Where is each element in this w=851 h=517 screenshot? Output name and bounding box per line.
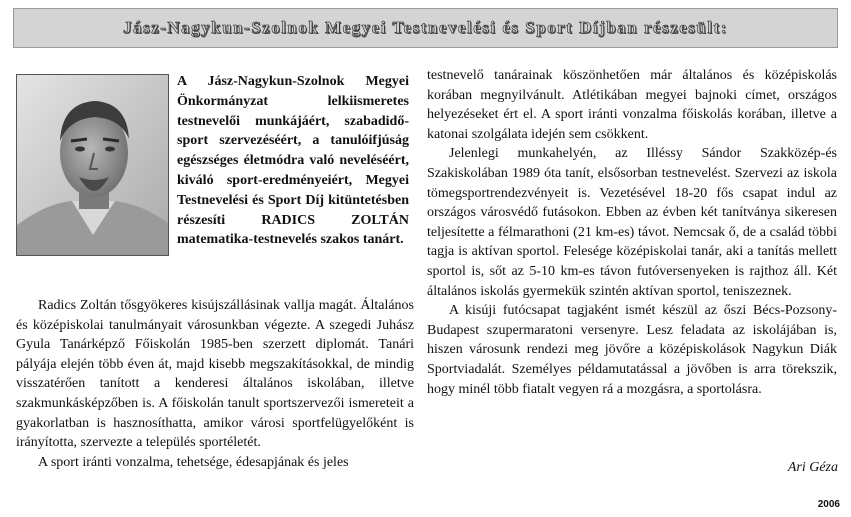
page-year: 2006 — [817, 499, 840, 510]
intro-paragraph: A Jász-Nagykun-Szolnok Megyei Önkormányzat lelkiismeretes testnevelői munkájáért, szabadidő-sport szervezéséért, a tanulóifjúság egészséges életmódra való neveléséért, kiváló sport-eredményeiért, Megyei Testnevelési és Sport Díj kitüntetésben részesíti RADICS ZOLTÁN matematika-testnevelés szakos tanárt. — [177, 74, 409, 248]
body-paragraph: A kisúji futócsapat tagjaként ismét készül az őszi Bécs-Pozsony-Budapest szupermaratoni versenyre. Lesz feladata az iskolájában is, hiszen városunk rendezi meg jövőre a középiskolások Nagykun Diák Sportviadalát. Személyes példamutatással a jövőben is arra törekszik, hogy minél több fiatalt vegyen rá a mozgásra, a sportolásra. — [427, 303, 837, 397]
body-paragraph: A sport iránti vonzalma, tehetsége, édesapjának és jeles — [38, 454, 349, 470]
body-paragraph: Jelenlegi munkahelyén, az Illéssy Sándor Szakközép-és Szakiskolában 1989 óta tanít, elsősorban testnevelést. Szervezi az iskola tömegsportrendezvényeit is. Vezetésével 18-20 fős csapat indul az országos városvédő futásokon. Ebben az évben két tanítványa sikeresen teljesítette a félmarathoni (21 km-es) távot. Nemcsak ő, de a család többi tagja is aktívan sportol. Felesége középiskolai tanár, aki a tanítás mellett sportol is, sőt az 5-10 km-es távon futóversenyeken is rajthoz áll. Két általános iskolás gyermekük szintén aktívan sportol, teniszeznek. — [427, 146, 837, 299]
right-column — [427, 66, 837, 399]
left-column — [16, 296, 414, 472]
author-signature: Ari Géza — [787, 460, 838, 475]
body-paragraph-continued: testnevelő tanárainak köszönhetően már általános és középiskolás korában megnyilvánult. Atlétikában megyei bajnoki címet, országos helyezéseket ért el. A sport iránti vonzalma főiskolás korában, illetve a katonai szolgálata idején sem csökkent. — [427, 68, 837, 142]
body-paragraph: Radics Zoltán tősgyökeres kisújszállásinak vallja magát. Általános és középiskolai tanulmányait városunkban végezte. A szegedi Juhász Gyula Tanárképző Főiskolán 1985-ben szerzett diplomát. Tanári pályája elején több éven át, majd kisebb megszakításokkal, de mindig visszatérően tanított a kenderesi általános iskolában, illetve szakmunkásképzőben is. A főiskolán tanult sportszervezői ismereteit a gyakorlatban is hasznosíthatta, amikor városi sportfelügyelőként is irányította, szervezte a település sportéletét. — [16, 298, 414, 451]
article-header — [13, 8, 838, 48]
portrait-photo — [16, 74, 169, 256]
header-title: Jász-Nagykun-Szolnok Megyei Testnevelési és Sport Díjban részesült: — [123, 18, 728, 37]
